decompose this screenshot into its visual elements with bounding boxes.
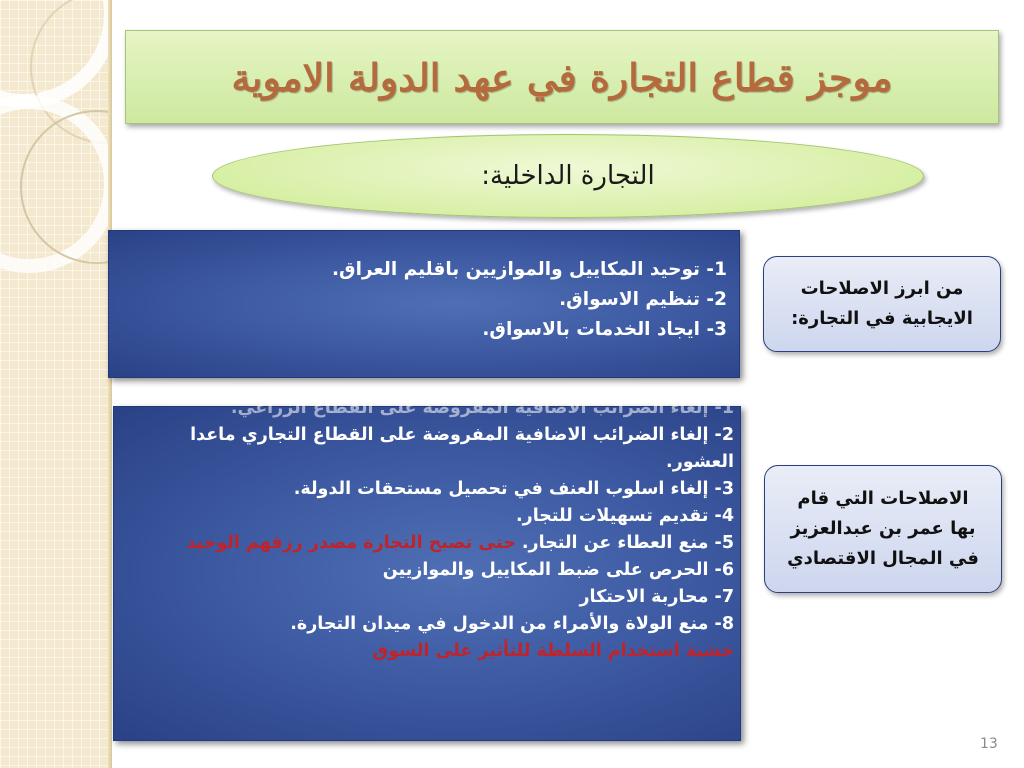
label-text xyxy=(787,484,979,574)
list-item: 7- محاربة الاحتكار xyxy=(579,587,734,607)
highlighted-reason: خشية استخدام السلطة للتأثير على السوق xyxy=(372,641,734,661)
list-item: 2- تنظيم الاسواق. xyxy=(559,289,727,310)
list-item: 1- توحيد المكاييل والموازيين باقليم العراق. xyxy=(332,259,727,280)
list-item-text: 5- منع العطاء عن التجار. xyxy=(521,533,734,553)
slide-number: 13 xyxy=(980,736,998,752)
list-item xyxy=(122,530,734,557)
title-banner xyxy=(125,30,999,124)
list-item: 3- إلغاء اسلوب العنف في تحصيل مستحقات الدولة. xyxy=(293,479,734,499)
label-line: من ابرز الاصلاحات xyxy=(800,278,964,299)
label-line: في المجال الاقتصادي xyxy=(787,548,979,569)
page-title: موجز قطاع التجارة في عهد الدولة الاموية xyxy=(231,54,893,100)
strip-edge-shade xyxy=(108,0,112,768)
label-line: بها عمر بن عبدالعزيز xyxy=(790,518,976,539)
subtitle-oval xyxy=(212,134,924,218)
list-item: 4- تقديم تسهيلات للتجار. xyxy=(515,506,734,526)
umar-reforms-list xyxy=(122,395,734,665)
umar-reforms-box xyxy=(113,398,741,741)
decorative-side-strip xyxy=(0,0,112,768)
label-line: الايجابية في التجارة: xyxy=(791,308,973,329)
positive-reforms-box xyxy=(108,230,740,378)
umar-reforms-label xyxy=(764,465,1002,593)
section-subtitle: التجارة الداخلية: xyxy=(481,161,655,191)
list-item: 1- إلغاء الضرائب الاضافية المفروضة على القطاع الزراعي. xyxy=(230,398,734,418)
list-item: 8- منع الولاة والأمراء من الدخول في ميدان التجارة. xyxy=(290,614,734,634)
label-line: الاصلاحات التي قام xyxy=(797,488,969,509)
positive-reforms-list xyxy=(127,255,727,345)
list-item: 6- الحرص على ضبط المكاييل والموازيين xyxy=(382,560,734,580)
positive-reforms-label xyxy=(763,256,1001,352)
highlighted-reason: حتى تصبح التجارة مصدر رزقهم الوحيد xyxy=(186,533,516,553)
list-item: 3- ايجاد الخدمات بالاسواق. xyxy=(482,319,727,340)
label-text xyxy=(791,274,973,334)
list-item: 2- إلغاء الضرائب الاضافية المفروضة على القطاع التجاري ماعدا العشور. xyxy=(190,425,734,472)
